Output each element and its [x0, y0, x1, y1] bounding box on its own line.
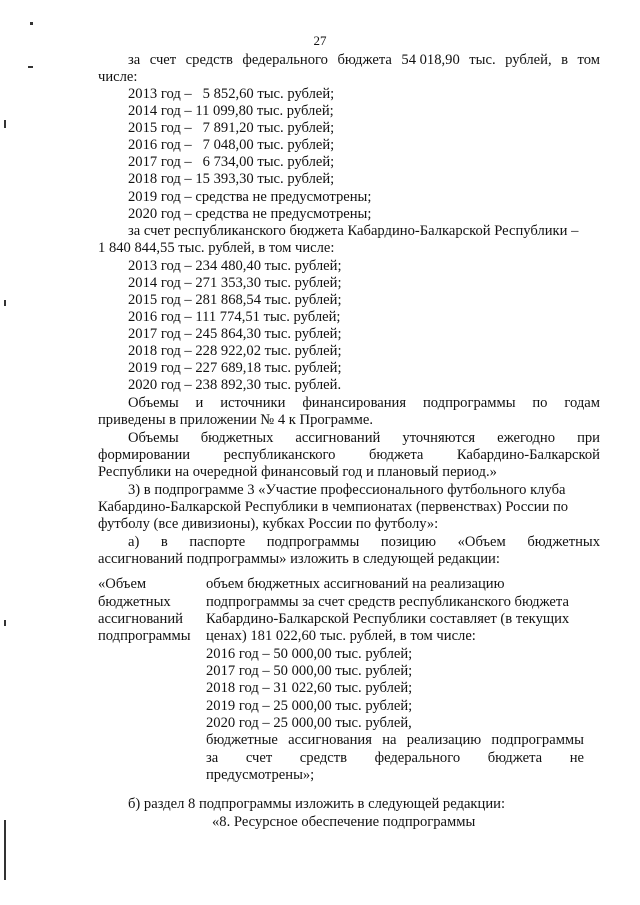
word: при: [577, 430, 600, 446]
word: федерального: [242, 52, 328, 68]
table-text-line: объем бюджетных ассигнований на реализацию: [206, 576, 505, 592]
table-year-item: 2019 год – 25 000,00 тыс. рублей;: [206, 698, 413, 714]
word: позицию: [380, 534, 437, 550]
republic-intro-line2: 1 840 844,55 тыс. рублей, в том числе:: [98, 240, 335, 256]
republic-year-item: 2013 год – 234 480,40 тыс. рублей;: [128, 258, 342, 274]
table-closing-line2: [206, 750, 584, 767]
table-year-item: 2018 год – 31 022,60 тыс. рублей;: [206, 680, 413, 696]
federal-year-item: 2018 год – 15 393,30 тыс. рублей;: [128, 171, 335, 187]
word: не: [569, 750, 584, 766]
federal-intro-line1: [128, 52, 600, 69]
clarify-line1: [128, 430, 600, 447]
word: источники: [220, 395, 286, 411]
word: бюджета: [368, 447, 424, 463]
federal-year-item: 2013 год – 5 852,60 тыс. рублей;: [128, 86, 335, 102]
scan-edge-mark: [4, 620, 6, 626]
word: паспорте: [189, 534, 246, 550]
itema-line1: [128, 534, 600, 551]
federal-year-item: 2015 год – 7 891,20 тыс. рублей;: [128, 120, 335, 136]
federal-year-item: 2014 год – 11 099,80 тыс. рублей;: [128, 103, 334, 119]
federal-year-item: 2017 год – 6 734,00 тыс. рублей;: [128, 154, 335, 170]
item3-line2: Кабардино-Балкарской Республики в чемпионатах (первенствах) России по: [98, 499, 569, 515]
word: счет: [149, 52, 177, 68]
itemb-line: б) раздел 8 подпрограммы изложить в следующей редакции:: [128, 796, 505, 812]
republic-year-item: 2019 год – 227 689,18 тыс. рублей;: [128, 360, 342, 376]
scan-edge-mark: [4, 300, 6, 306]
republic-year-item: 2017 год – 245 864,30 тыс. рублей;: [128, 326, 342, 342]
item3-line3: футболу (все дивизионы), кубках России по футболу»:: [98, 516, 439, 532]
page-number: 27: [313, 33, 327, 48]
clarify-line3: Республики на очередной финансовый год и плановый период.»: [98, 464, 497, 480]
table-label-line: «Объем: [98, 576, 147, 592]
federal-year-item: 2020 год – средства не предусмотрены;: [128, 206, 372, 222]
word: за: [206, 750, 219, 766]
word: ассигнований: [295, 430, 381, 446]
table-label-line: бюджетных: [98, 594, 171, 610]
word: ежегодно: [497, 430, 556, 446]
word: за: [128, 52, 141, 68]
word: федерального: [374, 750, 461, 766]
word: и: [195, 395, 204, 411]
word: бюджетных: [527, 534, 600, 550]
table-label-line: подпрограммы: [98, 628, 191, 644]
word: по: [532, 395, 548, 411]
word: средств: [299, 750, 348, 766]
table-year-item: 2017 год – 50 000,00 тыс. рублей;: [206, 663, 413, 679]
republic-year-item: 2016 год – 111 774,51 тыс. рублей;: [128, 309, 341, 325]
word: формировании: [98, 447, 191, 463]
word: тыс.: [469, 52, 496, 68]
word: Объемы: [128, 395, 179, 411]
word: рублей,: [505, 52, 552, 68]
word: подпрограммы: [491, 732, 584, 748]
word: Объемы: [128, 430, 179, 446]
federal-year-item: 2019 год – средства не предусмотрены;: [128, 189, 372, 205]
table-year-item: 2020 год – 25 000,00 тыс. рублей,: [206, 715, 412, 731]
table-year-item: 2016 год – 50 000,00 тыс. рублей;: [206, 646, 413, 662]
word: ассигнования: [288, 732, 372, 748]
word: на: [382, 732, 397, 748]
table-text-line: подпрограммы за счет средств республиканского бюджета: [206, 594, 569, 610]
volumes-line1: [128, 395, 600, 412]
republic-year-item: 2014 год – 271 353,30 тыс. рублей;: [128, 275, 342, 291]
word: бюджета: [487, 750, 543, 766]
table-text-line: Кабардино-Балкарской Республики составляет (в текущих: [206, 611, 570, 627]
word: средств: [185, 52, 233, 68]
word: 54 018,90: [401, 52, 460, 68]
word: бюджетные: [206, 732, 278, 748]
word: а): [128, 534, 140, 550]
republic-year-item: 2020 год – 238 892,30 тыс. рублей.: [128, 377, 342, 393]
table-text-line: ценах) 181 022,60 тыс. рублей, в том числе:: [206, 628, 476, 644]
word: годам: [564, 395, 600, 411]
republic-year-item: 2015 год – 281 868,54 тыс. рублей;: [128, 292, 342, 308]
clarify-line2: [98, 447, 600, 464]
table-closing-line1: [206, 732, 584, 749]
word: бюджетных: [200, 430, 274, 446]
section-heading: «8. Ресурсное обеспечение подпрограммы: [212, 814, 476, 830]
scan-mark: [28, 66, 33, 68]
word: республиканского: [223, 447, 336, 463]
word: бюджета: [337, 52, 392, 68]
scan-mark: [30, 22, 33, 25]
word: подпрограммы: [266, 534, 360, 550]
word: том: [577, 52, 600, 68]
word: Кабардино-Балкарской: [456, 447, 600, 463]
word: в: [160, 534, 168, 550]
word: в: [561, 52, 569, 68]
federal-year-item: 2016 год – 7 048,00 тыс. рублей;: [128, 137, 335, 153]
federal-intro-line2: числе:: [98, 69, 138, 85]
volumes-line2: приведены в приложении № 4 к Программе.: [98, 412, 374, 428]
table-label-line: ассигнований: [98, 611, 183, 627]
word: финансирования: [302, 395, 407, 411]
scan-edge-mark: [4, 120, 6, 128]
item3-line1: 3) в подпрограмме 3 «Участие профессионального футбольного клуба: [128, 482, 566, 498]
word: уточняются: [402, 430, 476, 446]
table-closing-line3: предусмотрены»;: [206, 767, 315, 783]
republic-year-item: 2018 год – 228 922,02 тыс. рублей;: [128, 343, 342, 359]
scan-edge-mark: [4, 820, 6, 880]
word: счет: [245, 750, 273, 766]
word: подпрограммы: [422, 395, 516, 411]
word: реализацию: [406, 732, 482, 748]
itema-line2: ассигнований подпрограммы» изложить в следующей редакции:: [98, 551, 500, 567]
word: «Объем: [457, 534, 506, 550]
republic-intro-line1: за счет республиканского бюджета Кабардино-Балкарской Республики –: [128, 223, 579, 239]
